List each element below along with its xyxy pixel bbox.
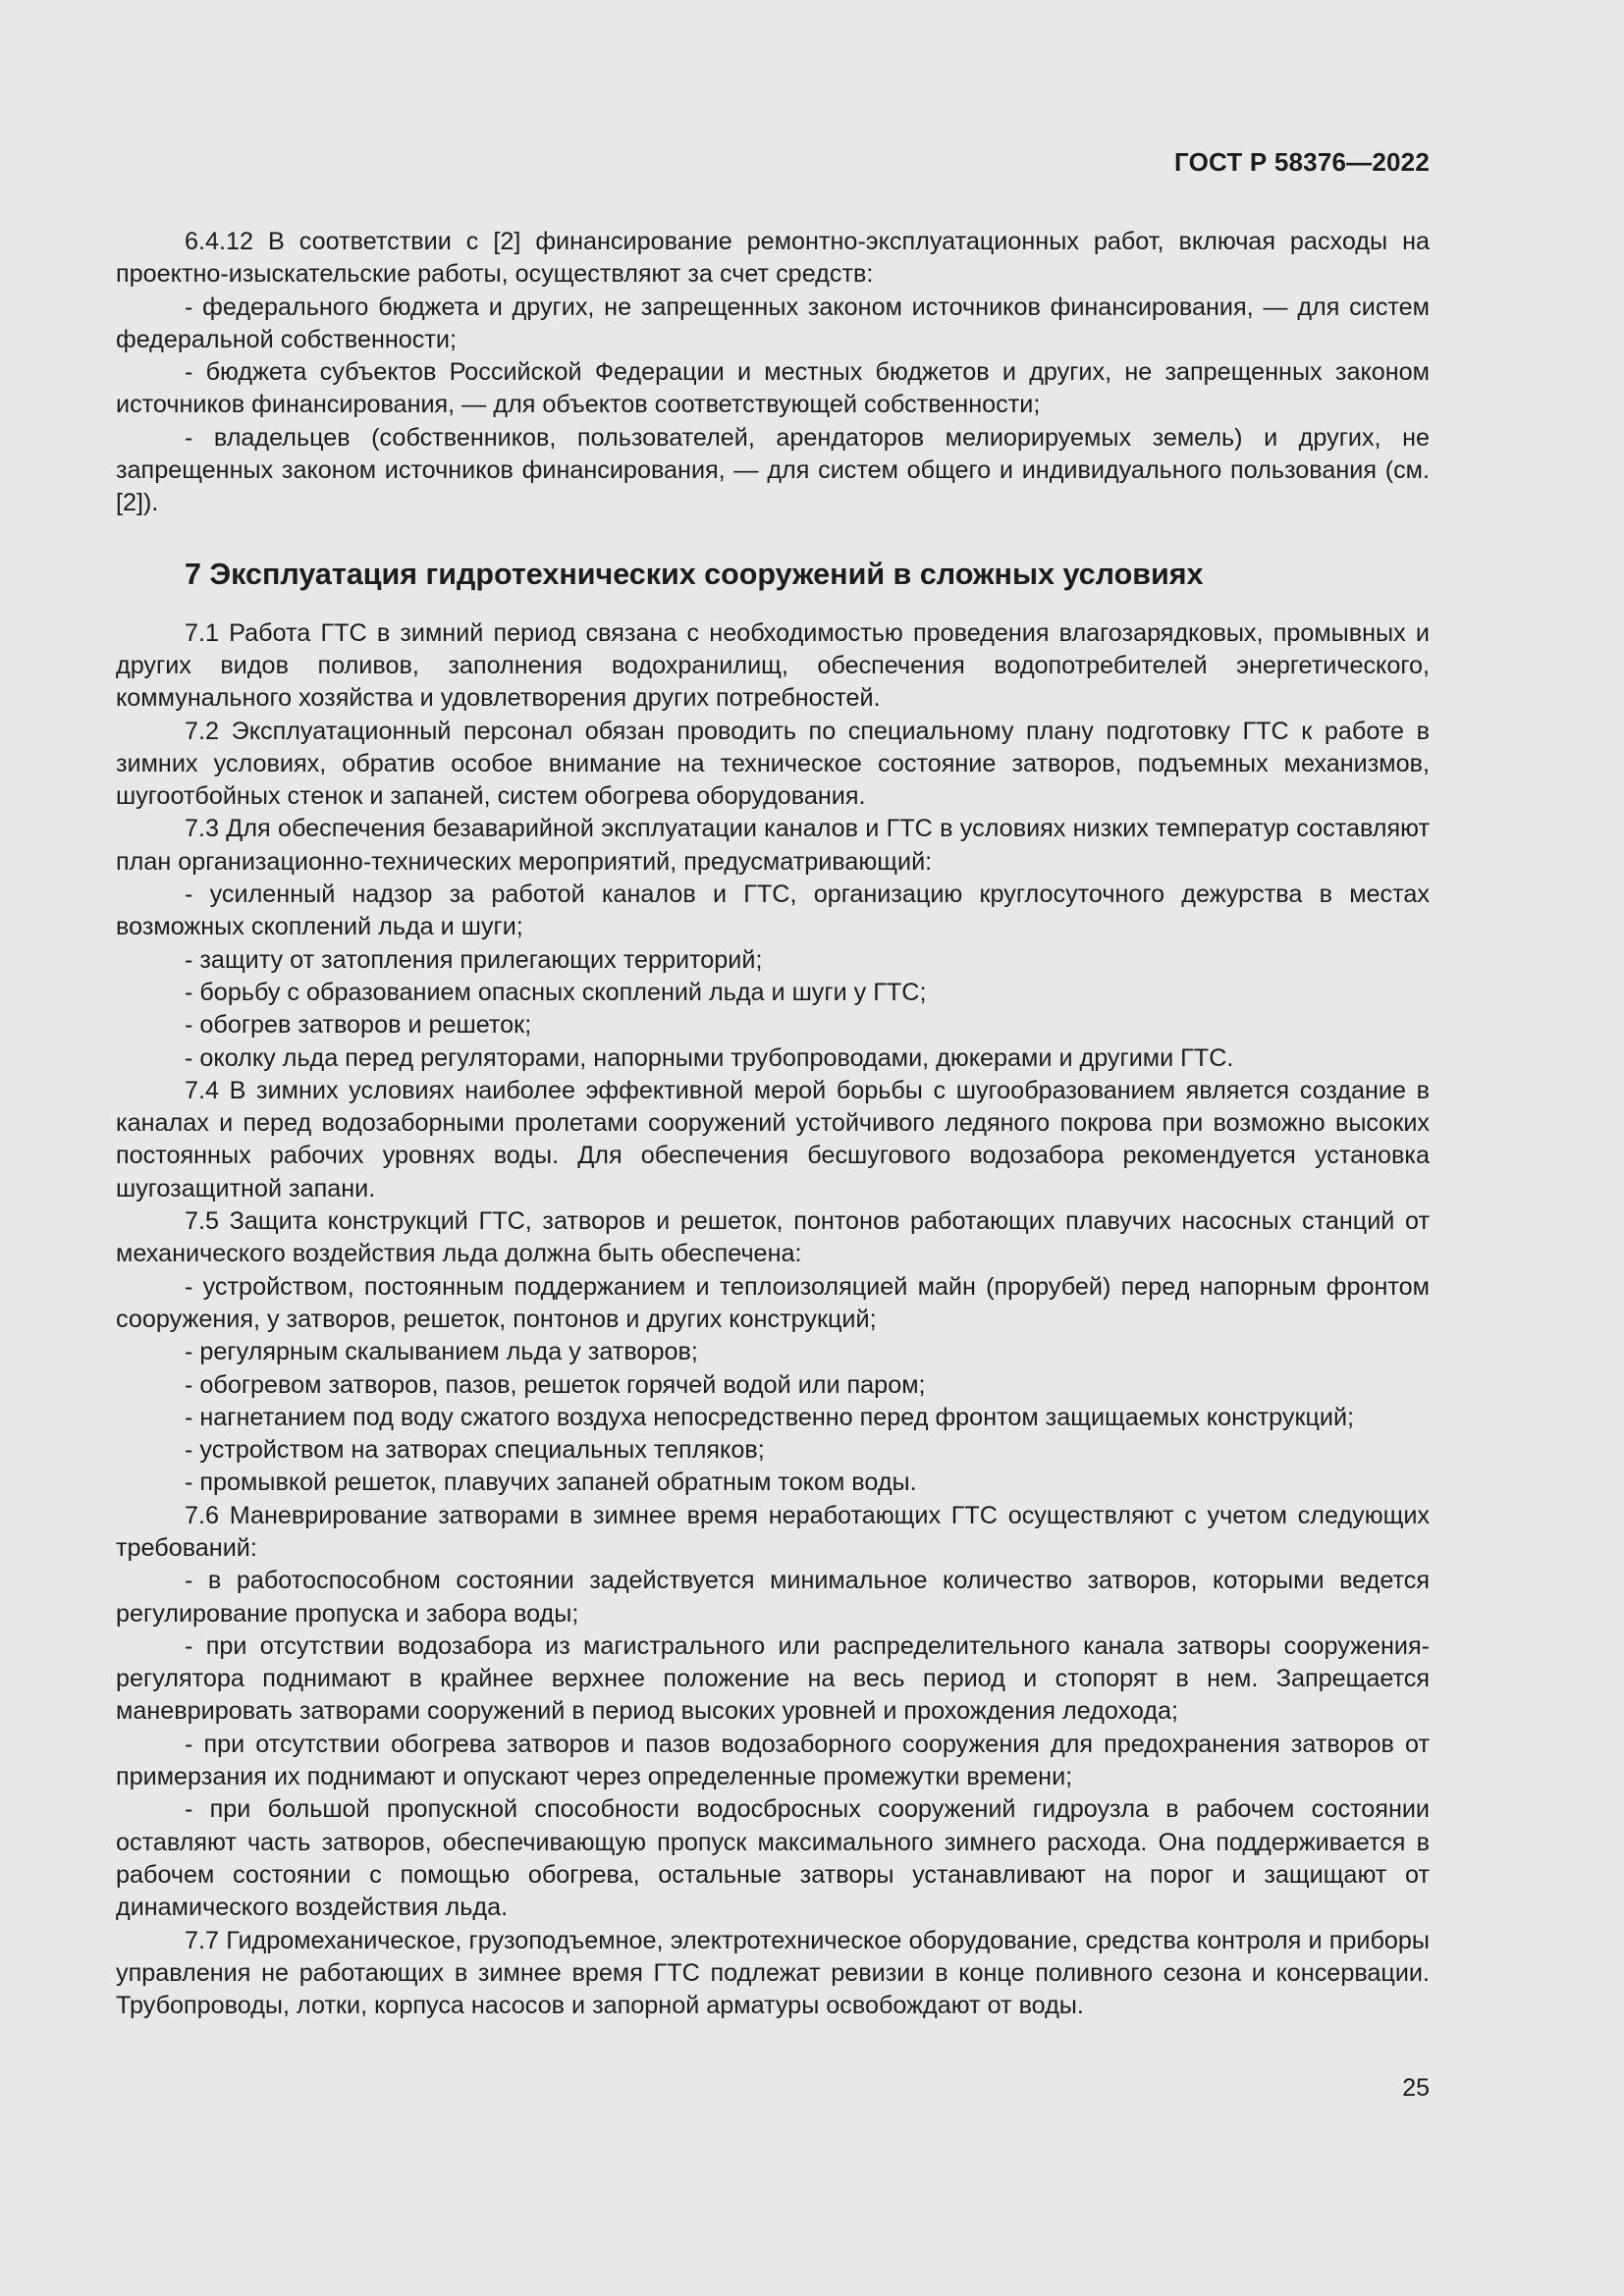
paragraph: 7.2 Эксплуатационный персонал обязан проводить по специальному плану подготовку ГТС к работе в зимних условиях, обратив особое внимание на техническое состояние затворов, подъемных механизмов, шугоотбойных стенок и запаней, систем обогрева оборудования. bbox=[116, 717, 1430, 811]
paragraph: 7.5 Защита конструкций ГТС, затворов и решеток, понтонов работающих плавучих насосных станций от механического воздействия льда должна быть обеспечена: bbox=[116, 1207, 1430, 1268]
list-item: - околку льда перед регуляторами, напорными трубопроводами, дюкерами и другими ГТС. bbox=[185, 1043, 1234, 1072]
list-item: - устройством на затворах специальных тепляков; bbox=[185, 1436, 765, 1465]
list-item: - федерального бюджета и других, не запрещенных законом источников финансирования, — для систем федеральной собственности; bbox=[116, 293, 1430, 353]
list-item: - защиту от затопления прилегающих территорий; bbox=[185, 945, 763, 974]
list-item: - нагнетанием под воду сжатого воздуха непосредственно перед фронтом защищаемых конструкций; bbox=[185, 1403, 1355, 1431]
paragraph: 7.7 Гидромеханическое, грузоподъемное, электротехническое оборудование, средства контроля и приборы управления не работающих в зимнее время ГТС подлежат ревизии в конце поливного сезона и консервации. Трубопроводы, лотки, корпуса насосов и запорной арматуры освобождают от воды. bbox=[116, 1926, 1430, 2020]
list-item: - при большой пропускной способности водосбросных сооружений гидроузла в рабочем состоянии оставляют часть затворов, обеспечивающую пропуск максимального зимнего расхода. Она поддерживается в рабочем состоянии с помощью обогрева, остальные затворы устанавливают на порог и защищают от динамического воздействия льда. bbox=[116, 1795, 1430, 1922]
paragraph: 6.4.12 В соответствии с [2] финансирование ремонтно-эксплуатационных работ, включая расходы на проектно-изыскательские работы, осуществляют за счет средств: bbox=[116, 228, 1430, 289]
page-number: 25 bbox=[1402, 2074, 1430, 2102]
document-body bbox=[116, 226, 1430, 2022]
document-code-header: ГОСТ Р 58376—2022 bbox=[1174, 147, 1430, 177]
list-item: - при отсутствии водозабора из магистрального или распределительного канала затворы сооружения-регулятора поднимают в крайнее верхнее положение на весь период и стопорят в нем. Запрещается маневрировать затворами сооружений в период высоких уровней и прохождения ледохода; bbox=[116, 1631, 1430, 1726]
list-item: - регулярным скалыванием льда у затворов; bbox=[185, 1338, 698, 1366]
section-heading: 7 Эксплуатация гидротехнических сооружений в сложных условиях bbox=[185, 557, 1204, 591]
paragraph: 7.3 Для обеспечения безаварийной эксплуатации каналов и ГТС в условиях низких температур составляют план организационно-технических мероприятий, предусматривающий: bbox=[116, 815, 1430, 876]
list-item: - владельцев (собственников, пользователей, арендаторов мелиорируемых земель) и других, не запрещенных законом источников финансирования, — для систем общего и индивидуального пользования (см. [2]). bbox=[116, 423, 1430, 517]
paragraph: 7.1 Работа ГТС в зимний период связана с необходимостью проведения влагозарядковых, промывных и других видов поливов, заполнения водохранилищ, обеспечения водопотребителей энергетического, коммунального хозяйства и удовлетворения других потребностей. bbox=[116, 618, 1430, 713]
list-item: - бюджета субъектов Российской Федерации и местных бюджетов и других, не запрещенных законом источников финансирования, — для объектов соответствующей собственности; bbox=[116, 358, 1430, 419]
list-item: - промывкой решеток, плавучих запаней обратным током воды. bbox=[185, 1468, 917, 1497]
list-item: - при отсутствии обогрева затворов и пазов водозаборного сооружения для предохранения затворов от примерзания их поднимают и опускают через определенные промежутки времени; bbox=[116, 1730, 1430, 1791]
list-item: - устройством, постоянным поддержанием и теплоизоляцией майн (прорубей) перед напорным фронтом сооружения, у затворов, решеток, понтонов и других конструкций; bbox=[116, 1272, 1430, 1333]
paragraph: 7.4 В зимних условиях наиболее эффективной мерой борьбы с шугообразованием является создание в каналах и перед водозаборными пролетами сооружений устойчивого ледяного покрова при возможно высоких постоянных рабочих уровнях воды. Для обеспечения бесшугового водозабора рекомендуется установка шугозащитной запани. bbox=[116, 1076, 1430, 1202]
list-item: - усиленный надзор за работой каналов и ГТС, организацию круглосуточного дежурства в местах возможных скоплений льда и шуги; bbox=[116, 881, 1430, 941]
list-item: - борьбу с образованием опасных скоплений льда и шуги у ГТС; bbox=[185, 978, 927, 1006]
list-item: - обогрев затворов и решеток; bbox=[185, 1011, 532, 1040]
list-item: - в работоспособном состоянии задействуется минимальное количество затворов, которыми ведется регулирование пропуска и забора воды; bbox=[116, 1567, 1430, 1628]
paragraph: 7.6 Маневрирование затворами в зимнее время неработающих ГТС осуществляют с учетом следующих требований: bbox=[116, 1501, 1430, 1562]
list-item: - обогревом затворов, пазов, решеток горячей водой или паром; bbox=[185, 1370, 926, 1399]
